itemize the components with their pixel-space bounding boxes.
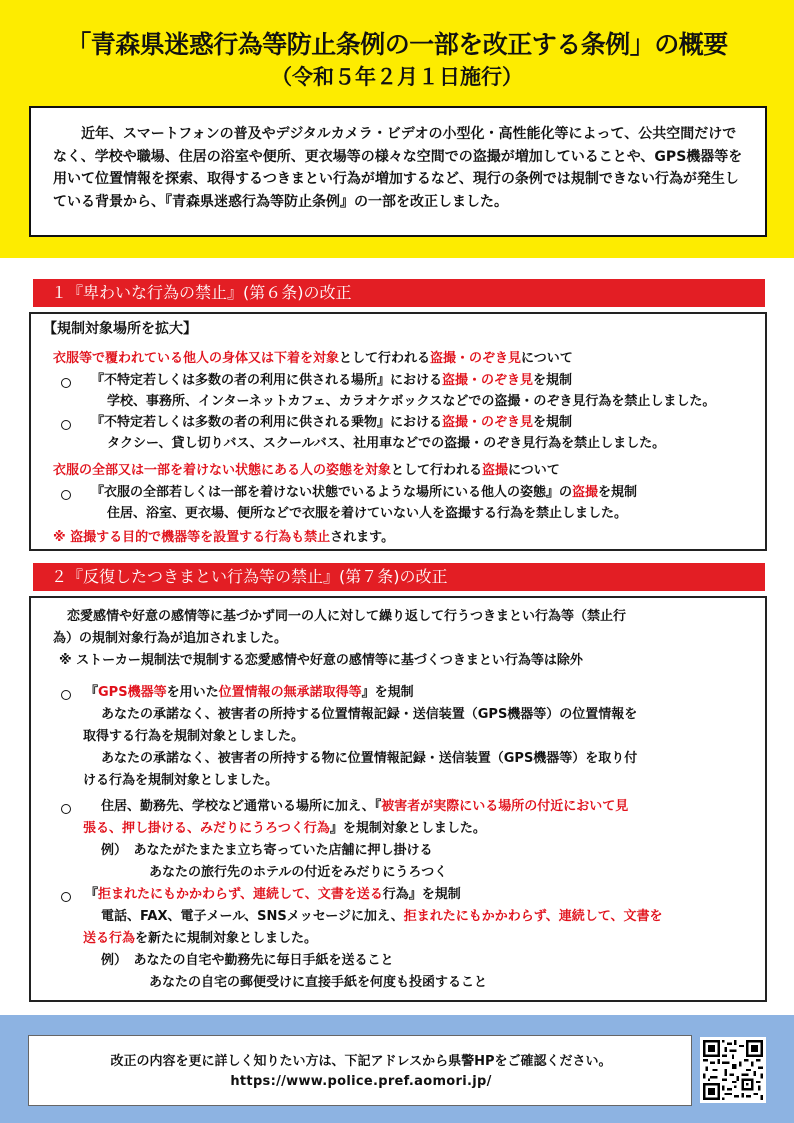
text: 『不特定若しくは多数の者の利用に供される場所』における xyxy=(91,373,443,388)
section2-p1c: ※ ストーカー規制法で規制する恋愛感情や好意の感情等に基づくつきまとい行為等は除外 xyxy=(59,653,583,668)
section2-a2: あなたの承諾なく、被害者の所持する位置情報記録・送信装置（GPS機器等）の位置情報を xyxy=(101,707,638,722)
page-title: 「青森県迷惑行為等防止条例の一部を改正する条例」の概要 xyxy=(66,30,728,59)
circle-bullet-icon xyxy=(61,378,71,388)
text: を用いた xyxy=(166,685,219,700)
text: 電話、FAX、電子メール、SNSメッセージに加え、 xyxy=(101,909,404,924)
circle-bullet-icon xyxy=(61,804,71,814)
text-red: 盗撮・のぞき見 xyxy=(430,351,522,366)
text: について xyxy=(521,351,573,366)
section2-c5: あなたの自宅の郵便受けに直接手紙を何度も投函すること xyxy=(149,975,488,990)
section2-b3: 例） あなたがたまたま立ち寄っていた店舗に押し掛ける xyxy=(101,843,433,858)
footer-message: 改正の内容を更に詳しく知りたい方は、下記アドレスから県警HPをご確認ください。 xyxy=(110,1054,612,1069)
section2-c4: 例） あなたの自宅や勤務先に毎日手紙を送ること xyxy=(101,953,394,968)
circle-bullet-icon xyxy=(61,420,71,430)
section2-b4: あなたの旅行先のホテルの付近をみだりにうろつく xyxy=(149,865,448,880)
section2-p1b: 為）の規制対象行為が追加されました。 xyxy=(53,631,288,646)
section2-heading: ２『反復したつきまとい行為等の禁止』(第７条)の改正 xyxy=(33,563,765,591)
intro-text: 近年、スマートフォンの普及やデジタルカメラ・ビデオの小型化・高性能化等によって、公共空間だけでなく、学校や職場、住居の浴室や便所、更衣場等の様々な空間での盗撮が増加していることや、GPS機器等を用いて位置情報を探索、取得するつきまとい行為が増加するなど、現行の条例では規制できない行為が発生している背景から、『青森県迷惑行為等防止条例』の一部を改正しました。 xyxy=(53,126,743,210)
text-red: 被害者が実際にいる場所の付近において見 xyxy=(381,799,629,814)
text-red: 盗撮・のぞき見 xyxy=(442,373,534,388)
text-red: 拒まれたにもかかわらず、連続して、文書を xyxy=(403,909,663,924)
text: を規制 xyxy=(533,373,573,388)
section1-box xyxy=(29,312,767,551)
text: を規制 xyxy=(533,415,573,430)
circle-bullet-icon xyxy=(61,892,71,902)
section2-p1a: 恋愛感情や好意の感情等に基づかず同一の人に対して繰り返して行うつきまとい行為等（禁止行 xyxy=(67,609,627,624)
text-red: 盗撮 xyxy=(482,463,509,478)
section1-line2 xyxy=(91,372,572,390)
circle-bullet-icon xyxy=(61,690,71,700)
text: について xyxy=(508,463,560,478)
effective-date: （令和５年２月１日施行） xyxy=(271,65,523,89)
footer xyxy=(0,1015,794,1123)
text-red: ※ 盗撮する目的で機器等を設置する行為も禁止 xyxy=(53,530,331,545)
section2-item-b xyxy=(101,798,628,816)
section2-c2 xyxy=(101,908,662,926)
intro-box xyxy=(29,106,767,237)
qr-code-icon[interactable] xyxy=(700,1037,766,1103)
text: 『 xyxy=(85,887,99,902)
text: を規制 xyxy=(598,485,638,500)
text-red: 衣服の全部又は一部を着けない状態にある人の姿態を対象 xyxy=(53,463,392,478)
text-red: 位置情報の無承諾取得等 xyxy=(218,685,362,700)
section1-line3: 学校、事務所、インターネットカフェ、カラオケボックスなどでの盗撮・のぞき見行為を禁止しました。 xyxy=(107,394,716,409)
text: 『 xyxy=(85,685,99,700)
text: として行われる xyxy=(339,351,431,366)
section2-b2 xyxy=(83,820,486,838)
text: を新たに規制対象としました。 xyxy=(135,931,318,946)
header-banner xyxy=(0,0,794,258)
text: として行われる xyxy=(391,463,483,478)
police-website-link[interactable]: https://www.police.pref.aomori.jp/ xyxy=(230,1074,492,1089)
circle-bullet-icon xyxy=(61,490,71,500)
text: 』を規制 xyxy=(361,685,414,700)
text: 住居、勤務先、学校など通常いる場所に加え、『 xyxy=(101,799,382,814)
text-red: 拒まれたにもかかわらず、連続して、文書を送る xyxy=(98,887,383,902)
section1-line5: タクシー、貸し切りバス、スクールバス、社用車などでの盗撮・のぞき見行為を禁止しました。 xyxy=(107,436,666,451)
section1-line1 xyxy=(53,350,573,368)
text: 『不特定若しくは多数の者の利用に供される乗物』における xyxy=(91,415,443,430)
section1-heading: １『卑わいな行為の禁止』(第６条)の改正 xyxy=(33,279,765,307)
text-red: GPS機器等 xyxy=(98,685,167,700)
section2-c3 xyxy=(83,930,317,948)
section2-item-a xyxy=(85,684,414,702)
text: 』を規制対象としました。 xyxy=(329,821,486,836)
text-red: 送る行為 xyxy=(83,931,136,946)
text-red: 盗撮 xyxy=(572,485,599,500)
section2-item-c xyxy=(85,886,461,904)
footer-info-box xyxy=(28,1035,692,1106)
text: 行為』を規制 xyxy=(382,887,461,902)
section2-a4: あなたの承諾なく、被害者の所持する物に位置情報記録・送信装置（GPS機器等）を取り付 xyxy=(101,751,638,766)
text: されます。 xyxy=(330,530,395,545)
section1-subheading: 【規制対象場所を拡大】 xyxy=(43,321,197,337)
section2-a3: 取得する行為を規制対象としました。 xyxy=(83,729,305,744)
text-red: 張る、押し掛ける、みだりにうろつく行為 xyxy=(83,821,330,836)
text: 『衣服の全部若しくは一部を着けない状態でいるような場所にいる他人の姿態』の xyxy=(91,485,573,500)
section1-line6 xyxy=(53,462,560,480)
section1-line7 xyxy=(91,484,637,502)
section1-line4 xyxy=(91,414,572,432)
text-red: 盗撮・のぞき見 xyxy=(442,415,534,430)
section2-a5: ける行為を規制対象としました。 xyxy=(83,773,279,788)
section1-line8: 住居、浴室、更衣場、便所などで衣服を着けていない人を盗撮する行為を禁止しました。 xyxy=(107,506,628,521)
section1-line9 xyxy=(53,529,394,547)
section2-box xyxy=(29,596,767,1002)
text-red: 衣服等で覆われている他人の身体又は下着を対象 xyxy=(53,351,340,366)
